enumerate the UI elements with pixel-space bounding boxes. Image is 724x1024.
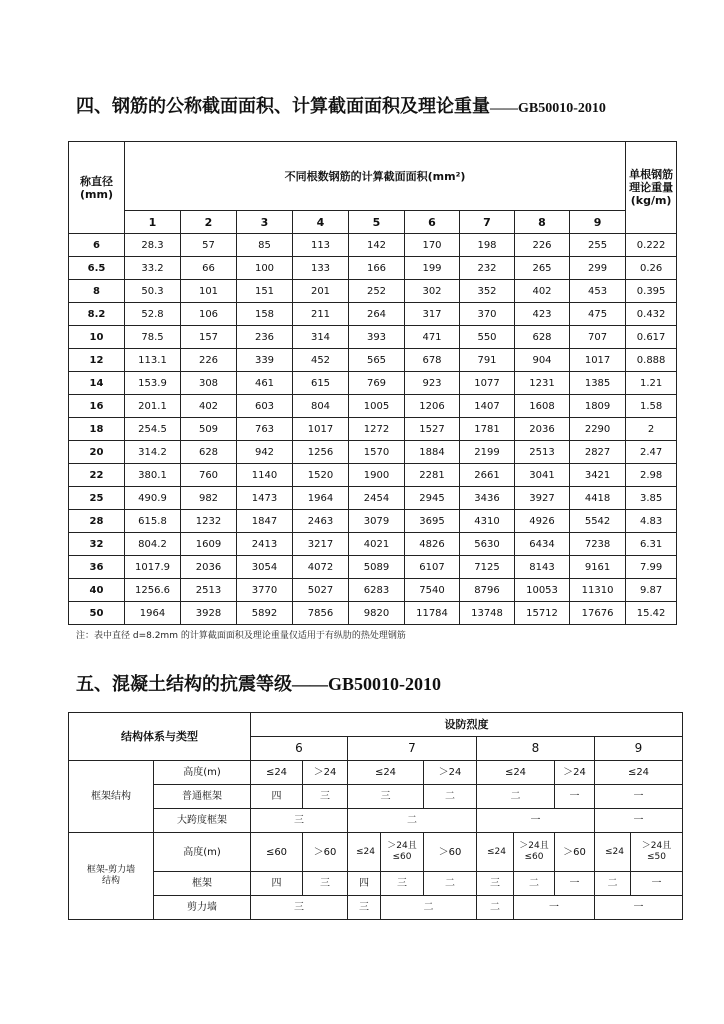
- area-cell: 2036: [181, 556, 237, 579]
- cell: 三: [251, 809, 348, 833]
- intensity-header: 设防烈度: [251, 713, 683, 737]
- table-row: [69, 579, 677, 602]
- count-header: 7: [460, 211, 515, 234]
- cell: 二: [424, 785, 477, 809]
- area-cell: 678: [405, 349, 460, 372]
- diameter-header: 称直径(mm): [69, 142, 125, 234]
- cell: ≤60: [251, 833, 303, 872]
- area-cell: 1256.6: [125, 579, 181, 602]
- diameter-cell: 40: [69, 579, 125, 602]
- area-cell: 308: [181, 372, 237, 395]
- cell: ＞24且≤60: [381, 833, 424, 872]
- cell: 一: [477, 809, 595, 833]
- cell: ＞24: [424, 761, 477, 785]
- area-cell: 2199: [460, 441, 515, 464]
- area-cell: 3436: [460, 487, 515, 510]
- area-cell: 50.3: [125, 280, 181, 303]
- cell: ＞24且≤60: [514, 833, 555, 872]
- area-cell: 101: [181, 280, 237, 303]
- area-cell: 1385: [570, 372, 626, 395]
- area-cell: 1206: [405, 395, 460, 418]
- area-cell: 226: [515, 234, 570, 257]
- diameter-cell: 18: [69, 418, 125, 441]
- area-cell: 201: [293, 280, 349, 303]
- area-cell: 7125: [460, 556, 515, 579]
- cell: ＞60: [303, 833, 348, 872]
- area-cell: 1520: [293, 464, 349, 487]
- area-cell: 255: [570, 234, 626, 257]
- area-cell: 1964: [293, 487, 349, 510]
- diameter-cell: 8.2: [69, 303, 125, 326]
- area-cell: 380.1: [125, 464, 181, 487]
- diameter-cell: 20: [69, 441, 125, 464]
- area-cell: 33.2: [125, 257, 181, 280]
- weight-cell: 0.222: [626, 234, 677, 257]
- area-cell: 1272: [349, 418, 405, 441]
- cell: 三: [381, 872, 424, 896]
- area-cell: 3928: [181, 602, 237, 625]
- area-cell: 1781: [460, 418, 515, 441]
- cell: 二: [595, 872, 631, 896]
- intensity-7: 7: [348, 737, 477, 761]
- area-cell: 211: [293, 303, 349, 326]
- area-cell: 2661: [460, 464, 515, 487]
- area-cell: 17676: [570, 602, 626, 625]
- area-cell: 5089: [349, 556, 405, 579]
- table-row: [69, 234, 677, 257]
- cell: ≤24: [595, 761, 683, 785]
- diameter-cell: 8: [69, 280, 125, 303]
- area-cell: 1473: [237, 487, 293, 510]
- diameter-cell: 32: [69, 533, 125, 556]
- area-cell: 1017: [570, 349, 626, 372]
- area-cell: 198: [460, 234, 515, 257]
- cell: 一: [555, 785, 595, 809]
- cell: 二: [514, 872, 555, 896]
- area-cell: 28.3: [125, 234, 181, 257]
- frame-wall-structure-label: 框架-剪力墙结构: [69, 833, 154, 920]
- area-cell: 5542: [570, 510, 626, 533]
- cell: ≤24: [477, 761, 555, 785]
- weight-cell: 6.31: [626, 533, 677, 556]
- area-cell: 252: [349, 280, 405, 303]
- area-cell: 9161: [570, 556, 626, 579]
- area-cell: 133: [293, 257, 349, 280]
- area-cell: 1140: [237, 464, 293, 487]
- area-cell: 1005: [349, 395, 405, 418]
- area-cell: 232: [460, 257, 515, 280]
- cell: 二: [477, 896, 514, 920]
- weight-cell: 3.85: [626, 487, 677, 510]
- area-cell: 550: [460, 326, 515, 349]
- cell: 三: [303, 872, 348, 896]
- area-cell: 1017: [293, 418, 349, 441]
- cell: 三: [348, 785, 424, 809]
- normal-frame-label: 普通框架: [154, 785, 251, 809]
- weight-cell: 2.98: [626, 464, 677, 487]
- area-cell: 1017.9: [125, 556, 181, 579]
- area-cell: 142: [349, 234, 405, 257]
- diameter-cell: 22: [69, 464, 125, 487]
- area-cell: 3054: [237, 556, 293, 579]
- area-cell: 113.1: [125, 349, 181, 372]
- cell: 一: [595, 896, 683, 920]
- area-cell: 11310: [570, 579, 626, 602]
- area-cell: 302: [405, 280, 460, 303]
- cell: 一: [595, 785, 683, 809]
- table-row: [69, 395, 677, 418]
- area-cell: 769: [349, 372, 405, 395]
- area-cell: 11784: [405, 602, 460, 625]
- section4-title: [76, 92, 606, 118]
- area-cell: 8796: [460, 579, 515, 602]
- shear-wall-label: 剪力墙: [154, 896, 251, 920]
- weight-header: 单根钢筋理论重量(kg/m): [626, 142, 677, 234]
- area-cell: 3079: [349, 510, 405, 533]
- area-cell: 6107: [405, 556, 460, 579]
- large-span-frame-label: 大跨度框架: [154, 809, 251, 833]
- area-cell: 7238: [570, 533, 626, 556]
- cell: 二: [477, 785, 555, 809]
- rebar-area-table: [68, 141, 677, 625]
- section5-title-text: 五、混凝土结构的抗震等级: [76, 674, 292, 695]
- table-row: [69, 602, 677, 625]
- count-header: 2: [181, 211, 237, 234]
- diameter-cell: 12: [69, 349, 125, 372]
- table-row: [69, 556, 677, 579]
- area-cell: 2454: [349, 487, 405, 510]
- area-cell: 1256: [293, 441, 349, 464]
- area-cell: 153.9: [125, 372, 181, 395]
- structure-header: 结构体系与类型: [69, 713, 251, 761]
- area-cell: 4826: [405, 533, 460, 556]
- area-cell: 1231: [515, 372, 570, 395]
- weight-cell: 2: [626, 418, 677, 441]
- area-cell: 2413: [237, 533, 293, 556]
- area-cell: 1407: [460, 395, 515, 418]
- area-cell: 66: [181, 257, 237, 280]
- table-row: [69, 257, 677, 280]
- frame-label: 框架: [154, 872, 251, 896]
- area-cell: 201.1: [125, 395, 181, 418]
- cell: 四: [348, 872, 381, 896]
- area-cell: 760: [181, 464, 237, 487]
- area-cell: 1232: [181, 510, 237, 533]
- cell: 四: [251, 872, 303, 896]
- cell: 四: [251, 785, 303, 809]
- area-cell: 15712: [515, 602, 570, 625]
- cell: 一: [514, 896, 595, 920]
- count-header: 4: [293, 211, 349, 234]
- area-cell: 904: [515, 349, 570, 372]
- diameter-cell: 6.5: [69, 257, 125, 280]
- area-cell: 314: [293, 326, 349, 349]
- table-row: [69, 372, 677, 395]
- diameter-cell: 10: [69, 326, 125, 349]
- cell: ≤24: [595, 833, 631, 872]
- weight-cell: 9.87: [626, 579, 677, 602]
- area-cell: 352: [460, 280, 515, 303]
- table-row: [69, 464, 677, 487]
- section4-title-text: 四、钢筋的公称截面面积、计算截面面积及理论重量: [76, 96, 490, 117]
- area-cell: 13748: [460, 602, 515, 625]
- area-cell: 370: [460, 303, 515, 326]
- area-cell: 763: [237, 418, 293, 441]
- area-cell: 166: [349, 257, 405, 280]
- area-cell: 1527: [405, 418, 460, 441]
- area-cell: 4021: [349, 533, 405, 556]
- area-cell: 2513: [515, 441, 570, 464]
- area-cell: 628: [515, 326, 570, 349]
- area-cell: 3041: [515, 464, 570, 487]
- cell: 三: [348, 896, 381, 920]
- area-cell: 4310: [460, 510, 515, 533]
- area-cell: 603: [237, 395, 293, 418]
- area-cell: 423: [515, 303, 570, 326]
- intensity-9: 9: [595, 737, 683, 761]
- cell: ＞24: [303, 761, 348, 785]
- area-cell: 57: [181, 234, 237, 257]
- weight-cell: 0.432: [626, 303, 677, 326]
- area-cell: 100: [237, 257, 293, 280]
- area-cell: 402: [515, 280, 570, 303]
- diameter-cell: 36: [69, 556, 125, 579]
- cell: 一: [595, 809, 683, 833]
- area-cell: 265: [515, 257, 570, 280]
- area-cell: 4072: [293, 556, 349, 579]
- area-cell: 490.9: [125, 487, 181, 510]
- area-cell: 4926: [515, 510, 570, 533]
- area-cell: 565: [349, 349, 405, 372]
- area-cell: 393: [349, 326, 405, 349]
- table-note: 注：表中直径 d=8.2mm 的计算截面面积及理论重量仅适用于有纵肋的热处理钢筋: [76, 631, 406, 641]
- frame-height-label: 高度(m): [154, 761, 251, 785]
- area-cell: 1570: [349, 441, 405, 464]
- area-cell: 1847: [237, 510, 293, 533]
- area-cell: 1884: [405, 441, 460, 464]
- cell: 一: [555, 872, 595, 896]
- area-cell: 10053: [515, 579, 570, 602]
- area-cell: 923: [405, 372, 460, 395]
- weight-cell: 1.58: [626, 395, 677, 418]
- weight-cell: 1.21: [626, 372, 677, 395]
- area-cell: 226: [181, 349, 237, 372]
- area-cell: 1964: [125, 602, 181, 625]
- area-cell: 113: [293, 234, 349, 257]
- intensity-6: 6: [251, 737, 348, 761]
- area-cell: 299: [570, 257, 626, 280]
- diameter-cell: 50: [69, 602, 125, 625]
- area-cell: 9820: [349, 602, 405, 625]
- area-cell: 3217: [293, 533, 349, 556]
- area-cell: 106: [181, 303, 237, 326]
- cell: 三: [251, 896, 348, 920]
- area-cell: 52.8: [125, 303, 181, 326]
- weight-cell: 0.26: [626, 257, 677, 280]
- cell: ≤24: [477, 833, 514, 872]
- table-row: [69, 510, 677, 533]
- table-row: [69, 441, 677, 464]
- area-cell: 2281: [405, 464, 460, 487]
- area-header: 不同根数钢筋的计算截面面积(mm²): [125, 142, 626, 211]
- count-header: 1: [125, 211, 181, 234]
- area-cell: 254.5: [125, 418, 181, 441]
- cell: ＞24且≤50: [631, 833, 683, 872]
- area-cell: 170: [405, 234, 460, 257]
- area-cell: 791: [460, 349, 515, 372]
- area-cell: 2463: [293, 510, 349, 533]
- count-header: 6: [405, 211, 460, 234]
- table-row: [69, 418, 677, 441]
- frame-wall-height-label: 高度(m): [154, 833, 251, 872]
- area-cell: 5027: [293, 579, 349, 602]
- cell: 三: [477, 872, 514, 896]
- diameter-cell: 28: [69, 510, 125, 533]
- area-cell: 804.2: [125, 533, 181, 556]
- area-cell: 402: [181, 395, 237, 418]
- area-cell: 2945: [405, 487, 460, 510]
- area-cell: 942: [237, 441, 293, 464]
- area-cell: 339: [237, 349, 293, 372]
- area-cell: 1608: [515, 395, 570, 418]
- area-cell: 199: [405, 257, 460, 280]
- area-cell: 707: [570, 326, 626, 349]
- weight-cell: 7.99: [626, 556, 677, 579]
- area-cell: 7856: [293, 602, 349, 625]
- area-cell: 6283: [349, 579, 405, 602]
- area-cell: 804: [293, 395, 349, 418]
- area-cell: 471: [405, 326, 460, 349]
- cell: 一: [631, 872, 683, 896]
- area-cell: 8143: [515, 556, 570, 579]
- table-row: [69, 280, 677, 303]
- cell: ≤24: [348, 761, 424, 785]
- area-cell: 236: [237, 326, 293, 349]
- count-header: 3: [237, 211, 293, 234]
- area-cell: 2290: [570, 418, 626, 441]
- area-cell: 85: [237, 234, 293, 257]
- seismic-grade-table: [68, 712, 683, 920]
- section4-code: ——GB50010-2010: [490, 101, 606, 116]
- frame-structure-label: 框架结构: [69, 761, 154, 833]
- diameter-cell: 6: [69, 234, 125, 257]
- area-cell: 1900: [349, 464, 405, 487]
- area-cell: 475: [570, 303, 626, 326]
- area-cell: 1609: [181, 533, 237, 556]
- count-header: 8: [515, 211, 570, 234]
- area-cell: 6434: [515, 533, 570, 556]
- area-cell: 264: [349, 303, 405, 326]
- cell: 二: [348, 809, 477, 833]
- area-cell: 317: [405, 303, 460, 326]
- area-cell: 78.5: [125, 326, 181, 349]
- section5-code: ——GB50010-2010: [292, 674, 442, 694]
- diameter-cell: 14: [69, 372, 125, 395]
- weight-cell: 0.395: [626, 280, 677, 303]
- area-cell: 615.8: [125, 510, 181, 533]
- weight-cell: 0.888: [626, 349, 677, 372]
- area-cell: 1077: [460, 372, 515, 395]
- area-cell: 4418: [570, 487, 626, 510]
- area-cell: 461: [237, 372, 293, 395]
- weight-cell: 0.617: [626, 326, 677, 349]
- weight-cell: 4.83: [626, 510, 677, 533]
- area-cell: 453: [570, 280, 626, 303]
- section5-title: [76, 670, 441, 696]
- table-row: [69, 533, 677, 556]
- diameter-cell: 25: [69, 487, 125, 510]
- cell: ≤24: [251, 761, 303, 785]
- area-cell: 628: [181, 441, 237, 464]
- count-header: 9: [570, 211, 626, 234]
- cell: ＞24: [555, 761, 595, 785]
- cell: 二: [381, 896, 477, 920]
- weight-cell: 15.42: [626, 602, 677, 625]
- area-cell: 7540: [405, 579, 460, 602]
- cell: 二: [424, 872, 477, 896]
- area-cell: 2513: [181, 579, 237, 602]
- count-header: 5: [349, 211, 405, 234]
- diameter-cell: 16: [69, 395, 125, 418]
- area-cell: 1809: [570, 395, 626, 418]
- cell: 三: [303, 785, 348, 809]
- area-cell: 3770: [237, 579, 293, 602]
- area-cell: 158: [237, 303, 293, 326]
- area-cell: 2036: [515, 418, 570, 441]
- table-row: [69, 349, 677, 372]
- area-cell: 3421: [570, 464, 626, 487]
- area-cell: 314.2: [125, 441, 181, 464]
- table-row: [69, 303, 677, 326]
- area-cell: 5630: [460, 533, 515, 556]
- cell: ≤24: [348, 833, 381, 872]
- cell: ＞60: [424, 833, 477, 872]
- area-cell: 3927: [515, 487, 570, 510]
- area-cell: 982: [181, 487, 237, 510]
- area-cell: 151: [237, 280, 293, 303]
- area-cell: 2827: [570, 441, 626, 464]
- weight-cell: 2.47: [626, 441, 677, 464]
- area-cell: 615: [293, 372, 349, 395]
- table-row: [69, 326, 677, 349]
- area-cell: 509: [181, 418, 237, 441]
- cell: ＞60: [555, 833, 595, 872]
- area-cell: 5892: [237, 602, 293, 625]
- area-cell: 157: [181, 326, 237, 349]
- intensity-8: 8: [477, 737, 595, 761]
- area-cell: 3695: [405, 510, 460, 533]
- area-cell: 452: [293, 349, 349, 372]
- table-row: [69, 487, 677, 510]
